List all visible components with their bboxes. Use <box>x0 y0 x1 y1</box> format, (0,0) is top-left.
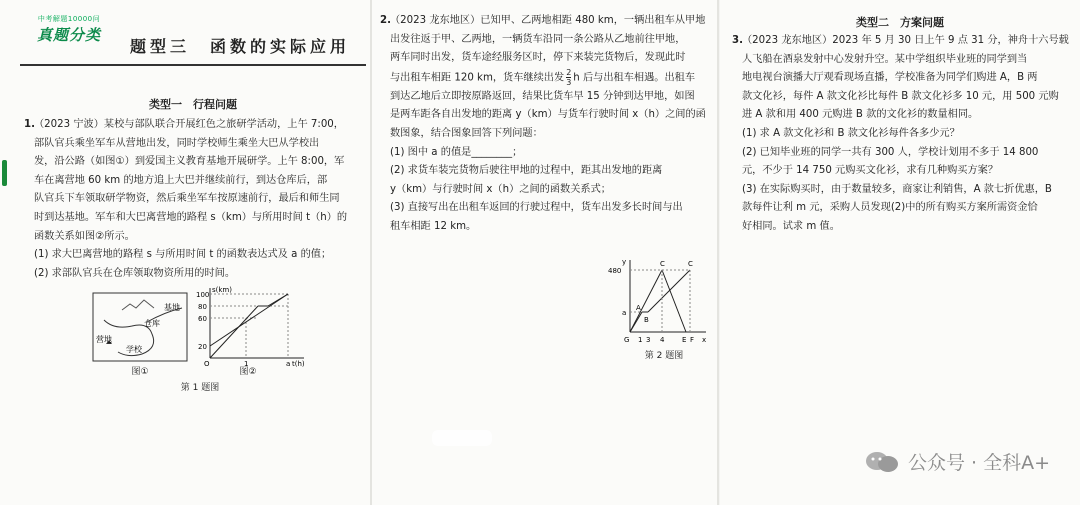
text-line: 到达乙地后立即按原路返回，结果比货车早 15 分钟到达甲地，如图 <box>390 90 695 102</box>
question-3-text <box>732 32 1072 237</box>
q2-xtick: 3 <box>646 336 651 344</box>
page-header <box>20 14 366 66</box>
graph-ytick: 60 <box>198 315 207 323</box>
text-line: (2) 求货车装完货物后驶往甲地的过程中，距其出发地的距离 <box>390 165 663 177</box>
section-heading: 类型一 行程问题 <box>149 98 237 111</box>
graph-ytick: 20 <box>198 343 207 351</box>
text-line: 两车同时出发，货车途经服务区时，停下来装完货物后，发现此时 <box>390 52 686 64</box>
figure-2-graph <box>196 284 312 368</box>
text-line: 进 A 款和用 400 元购进 B 款的文化衫的数量相同。 <box>742 109 979 121</box>
graph-ylabel: s(km) <box>212 286 232 294</box>
text-line: （2023 宁波）某校与部队联合开展红色之旅研学活动，上午 7:00， <box>34 119 344 130</box>
figure-q2-graph <box>608 256 710 348</box>
text-line: 元，不少于 14 750 元购买文化衫，求有几种购买方案？ <box>742 165 999 177</box>
badge-main-text: 真题分类 <box>36 26 101 44</box>
map-label-camp: 营地 <box>96 335 112 344</box>
q2-ya-label: a <box>622 309 627 317</box>
text-line: 款文化衫，每件 A 款文化衫比每件 B 款文化衫多 10 元，用 500 元购 <box>742 90 1059 102</box>
question-number: 1. <box>24 119 35 130</box>
graph-ytick: 80 <box>198 303 207 311</box>
figure-group-caption: 第 1 题图 <box>180 383 220 393</box>
text-line: (3) 直接写出在出租车返回的行驶过程中，货车出发多长时间与出 <box>390 202 683 214</box>
question-number: 2. <box>380 15 391 26</box>
text-line: (1) 求大巴离营地的路程 s 与所用时间 t 的函数表达式及 a 的值； <box>34 249 332 261</box>
scan-blemish <box>432 430 492 446</box>
question-number: 3. <box>732 35 743 46</box>
series-badge <box>28 14 110 60</box>
section-heading-2: 类型二 方案问题 <box>856 16 944 29</box>
q2-point-label: A <box>636 304 641 312</box>
q2-xtick: E <box>682 336 687 344</box>
text-line: 队官兵下车领取研学物资，然后乘坐军车按原速前行，最后和师生同 <box>34 193 340 205</box>
text-line: 时到达基地。军车和大巴离营地的路程 s（km）与所用时间 t（h）的 <box>34 211 348 223</box>
badge-top-text: 中考解题10000问 <box>37 15 101 23</box>
text-line: 函数关系如图②所示。 <box>34 230 135 242</box>
text-line: y（km）与行驶时间 x（h）之间的函数关系式； <box>390 183 611 195</box>
text-line: （2023 龙东地区）已知甲、乙两地相距 480 km，一辆出租车从甲地 <box>390 15 706 26</box>
side-marker <box>2 160 7 186</box>
graph-xtick: a <box>286 360 291 368</box>
text-line: 与出租车相距 120 km，货车继续出发 $\frac{2}{3}$ h 后与出租车相遇。出租车 <box>390 67 696 87</box>
text-line: 好相同。试求 m 值。 <box>742 220 840 232</box>
q2-xtick: F <box>690 336 695 344</box>
fraction-numerator: 2 <box>566 67 572 77</box>
text-line: 租车相距 12 km。 <box>390 221 477 233</box>
text-line: (3) 在实际购买时，由于数量较多，商家让利销售，A 款七折优惠，B <box>742 183 1052 195</box>
wechat-icon <box>864 450 900 474</box>
watermark <box>864 448 1050 475</box>
text-line: 部队官兵乘坐军车从营地出发，同时学校师生乘坐大巴从学校出 <box>34 137 320 149</box>
question-3 <box>732 32 1072 237</box>
q2-point-label: B <box>644 316 649 324</box>
map-label-base: 基地 <box>164 303 180 312</box>
figure-q2-caption: 第 2 题图 <box>644 351 684 361</box>
page-separator <box>717 0 719 505</box>
question-1 <box>24 116 364 283</box>
graph-xtick: 1 <box>244 360 249 368</box>
page-title: 题型三 函数的实际应用 <box>130 37 351 56</box>
q2-ytick: 480 <box>608 267 622 275</box>
watermark-text: 公众号 · 全科A+ <box>907 452 1050 474</box>
text-line: 人飞船在酒泉发射中心发射升空。某中学组织毕业班的同学到当 <box>742 53 1028 65</box>
fraction <box>566 68 571 87</box>
text-line: (1) 求 A 款文化衫和 B 款文化衫每件各多少元？ <box>742 127 960 139</box>
figure-1-map <box>92 292 188 364</box>
page-left <box>0 0 370 505</box>
page-middle <box>372 0 717 505</box>
text-line: 是两车距各自出发地的距离 y（km）与货车行驶时间 x（h）之间的函 <box>390 109 706 121</box>
text-line: (2) 求部队官兵在仓库领取物资所用的时间。 <box>34 267 236 279</box>
text-line: (1) 图中 a 的值是________； <box>390 146 523 158</box>
figure-1-caption: 图① <box>131 367 149 377</box>
q2-point-label: C <box>660 260 665 268</box>
question-1-text <box>24 116 364 283</box>
text-line: 车在离营地 60 km 的地方追上大巴并继续前行，到达仓库后，部 <box>34 174 328 186</box>
text-line: （2023 龙东地区）2023 年 5 月 30 日上午 9 点 31 分，神舟十六号载 <box>742 35 1069 46</box>
text-line: (2) 已知毕业班的同学一共有 300 人，学校计划用不多于 14 800 <box>742 146 1039 158</box>
question-2-text <box>380 12 710 237</box>
q2-xtick: 4 <box>660 336 665 344</box>
map-label-school: 学校 <box>126 345 142 354</box>
graph-xlabel: t(h) <box>292 360 305 368</box>
question-2 <box>380 12 710 237</box>
graph-ytick: 100 <box>196 291 210 299</box>
figure-2-caption: 图② <box>239 367 257 377</box>
q2-xtick: G <box>624 336 630 344</box>
q2-axis-x: x <box>702 336 707 344</box>
graph-xtick: O <box>204 360 210 368</box>
text-line: 出发往返于甲、乙两地，一辆货车沿同一条公路从乙地前往甲地， <box>390 33 686 45</box>
text-line: 款每件让利 m 元，采购人员发现(2)中的所有购买方案所需资金恰 <box>742 202 1038 214</box>
map-label-warehouse: 仓库 <box>144 319 160 328</box>
q2-point-label: C <box>688 260 693 268</box>
text-line: 地电视台演播大厅观看现场直播，学校准备为同学们购进 A，B 两 <box>742 72 1038 84</box>
text-line: 数图象，结合图象回答下列问题： <box>390 128 543 140</box>
q2-axis-y: y <box>622 258 627 266</box>
text-line: 发，沿公路（如图①）到爱国主义教育基地开展研学。上午 8:00，军 <box>34 156 345 168</box>
page-right <box>720 0 1080 505</box>
fraction-denominator: 3 <box>566 77 572 87</box>
q2-xtick: 1 <box>638 336 643 344</box>
